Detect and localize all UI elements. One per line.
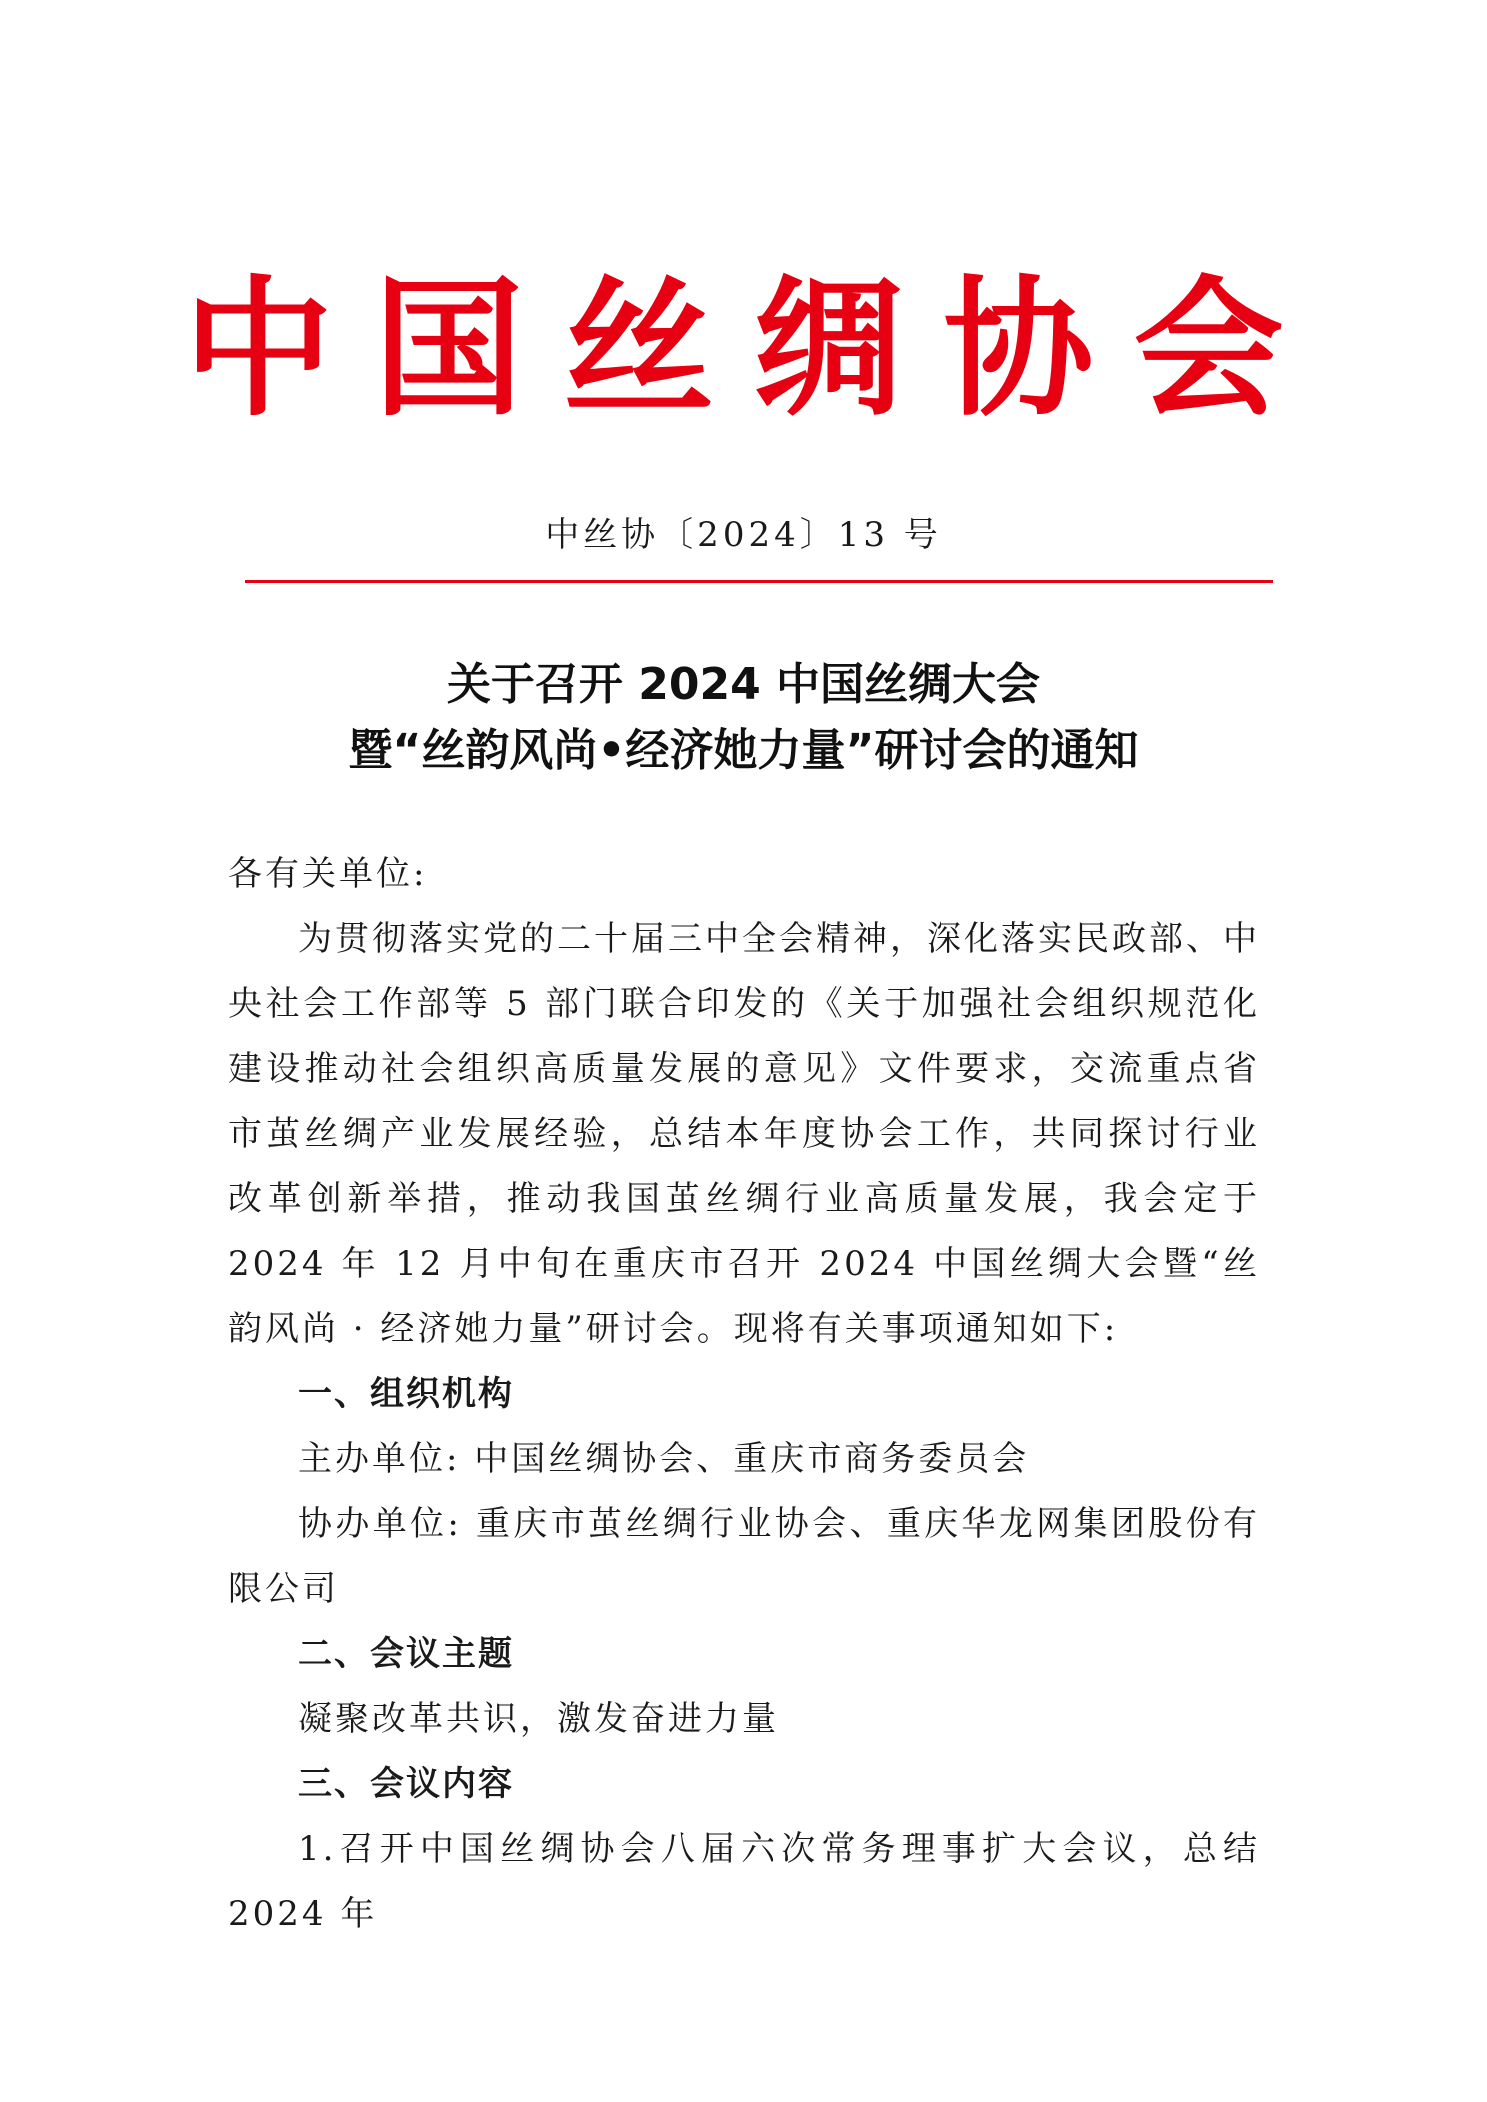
- document-body: [228, 842, 1260, 1947]
- letterhead-divider: [245, 580, 1273, 583]
- content-item-1: 1.召开中国丝绸协会八届六次常务理事扩大会议，总结 2024 年: [228, 1829, 1260, 1934]
- co-organizer-line: 协办单位: 重庆市茧丝绸行业协会、重庆华龙网集团股份有限公司: [228, 1504, 1260, 1609]
- organization-letterhead: 中国丝绸协会: [183, 263, 1324, 437]
- theme-line: 凝聚改革共识，激发奋进力量: [298, 1699, 779, 1739]
- document-title-line1: 关于召开 2024 中国丝绸大会: [446, 659, 1041, 710]
- section-heading-organization: 一、组织机构: [298, 1374, 514, 1414]
- document-number: 中丝协〔2024〕13 号: [545, 515, 942, 555]
- section-heading-theme: 二、会议主题: [298, 1634, 514, 1674]
- intro-paragraph: 为贯彻落实党的二十届三中全会精神，深化落实民政部、中央社会工作部等 5 部门联合印发的《关于加强社会组织规范化建设推动社会组织高质量发展的意见》文件要求，交流重点省市茧丝绸产业发展经验，总结本年度协会工作，共同探讨行业改革创新举措，推动我国茧丝绸行业高质量发展，我会定于 2024 年 12 月中旬在重庆市召开 2024 中国丝绸大会暨“丝韵风尚 · 经济她力量”研讨会。现将有关事项通知如下:: [228, 919, 1260, 1349]
- organizer-line: 主办单位: 中国丝绸协会、重庆市商务委员会: [298, 1439, 1030, 1479]
- section-heading-content: 三、会议内容: [298, 1764, 514, 1804]
- salutation: 各有关单位:: [228, 854, 428, 894]
- document-title-line2: 暨“丝韵风尚•经济她力量”研讨会的通知: [348, 725, 1139, 776]
